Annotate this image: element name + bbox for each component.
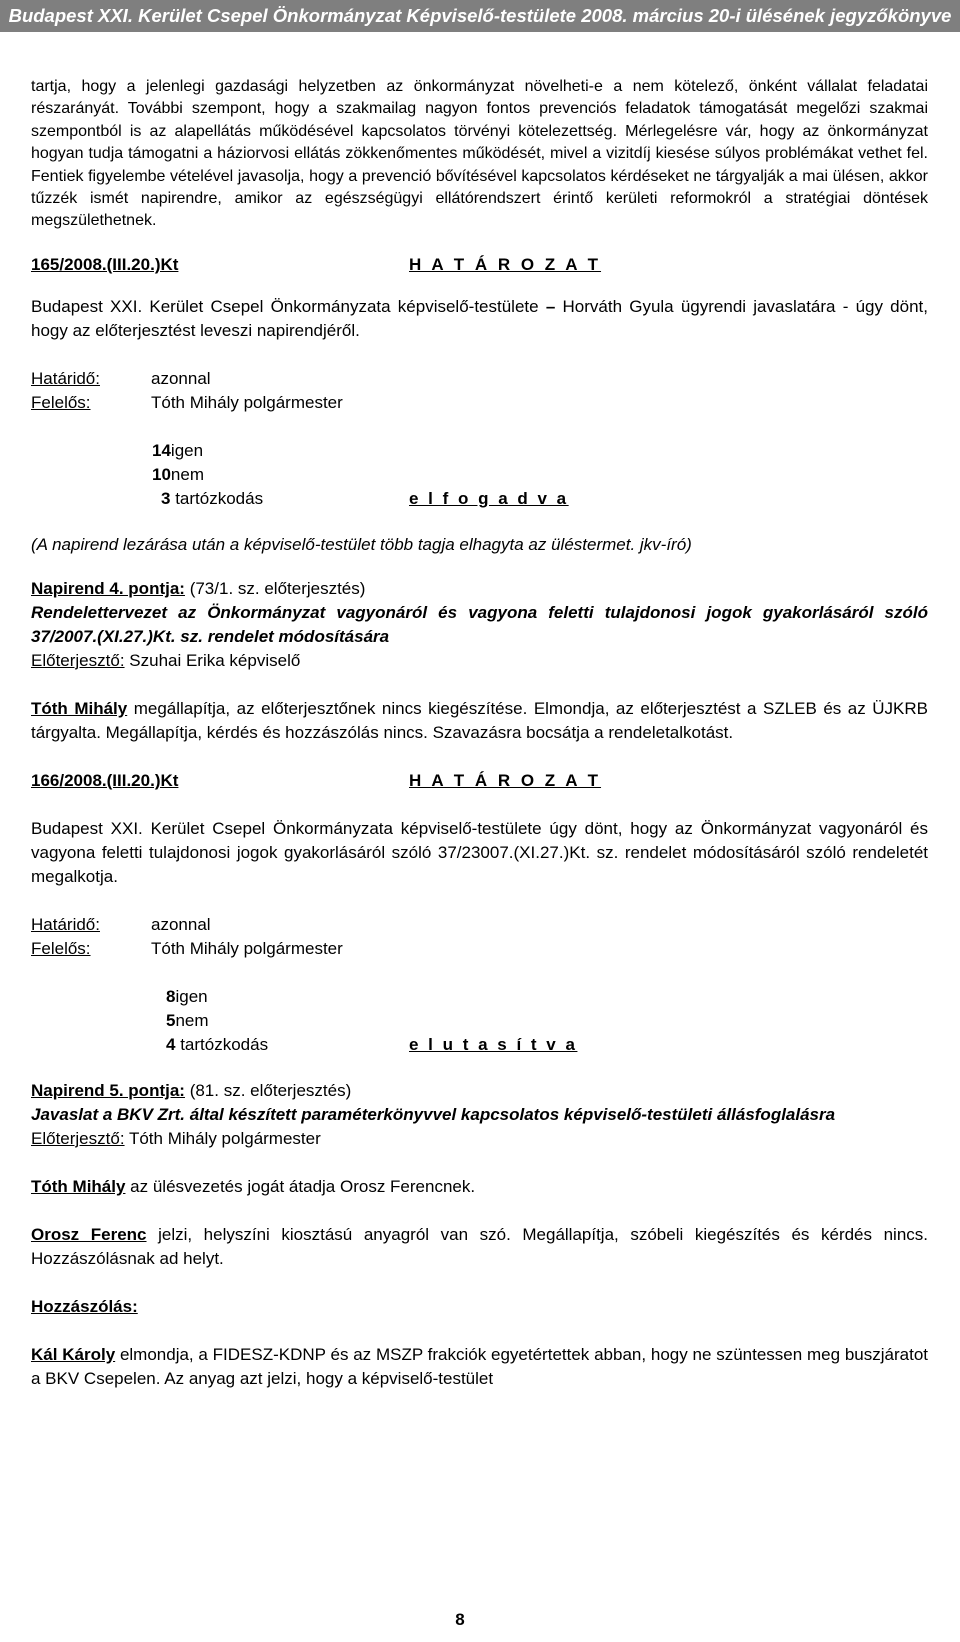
vote-abstain-count: 3 [161, 488, 171, 508]
agenda-4-speech [31, 697, 928, 745]
agenda-4-title: Rendelettervezet az Önkormányzat vagyonáról és vagyona feletti tulajdonosi jogok gyakorlásáról szóló 37/2007.(XI.27.)Kt. sz. rendelet módosítására [31, 602, 928, 646]
clerk-note: (A napirend lezárása után a képviselő-testület több tagja elhagyta az üléstermet. jkv-író) [31, 534, 692, 554]
vote-result: e l u t a s í t v a [409, 1034, 578, 1054]
speaker-name: Tóth Mihály [31, 1176, 126, 1196]
resolution-165-deadline-row [31, 367, 928, 391]
speaker-name: Orosz Ferenc [31, 1224, 147, 1244]
resolution-166-title: H A T Á R O Z A T [409, 770, 602, 790]
speech-text: megállapítja, az előterjesztőnek nincs kiegészítése. Elmondja, az előterjesztést a SZLEB és az ÜJKRB tárgyalta. Megállapítja, kérdés és hozzászólás nincs. Szavazásra bocsátja a rendeletalkotást. [31, 698, 928, 742]
vote-yes [31, 985, 928, 1009]
vote-no-label: nem [170, 464, 204, 484]
responsible-label: Felelős: [31, 392, 91, 412]
vote-yes [31, 439, 928, 463]
deadline-label: Határidő: [31, 914, 100, 934]
comments-label: Hozzászólás: [31, 1296, 138, 1316]
speaker-name: Tóth Mihály [31, 698, 128, 718]
resolution-165-text [31, 295, 928, 343]
presenter-label: Előterjesztő: [31, 1128, 125, 1148]
agenda-4-ref: (73/1. sz. előterjesztés) [184, 578, 366, 598]
agenda-5-title: Javaslat a BKV Zrt. által készített paraméterkönyvvel kapcsolatos képviselő-testületi állásfoglalásra [31, 1104, 836, 1124]
vote-yes-count: 14 [152, 440, 171, 460]
resolution-165-votes [31, 439, 928, 511]
agenda-4-presenter [31, 649, 928, 673]
speaker-name: Kál Károly [31, 1344, 116, 1364]
intro-text: tartja, hogy a jelenlegi gazdasági helyzetben az önkormányzat növelheti-e a nem kötelező, önként vállalat feladatai részarányát. További szempont, hogy a szakmailag nagyon fontos prevenciós feladatok támogatását megelőzi szakmai szempontból is az alapellátás működésével kapcsolatos törvényi kötelezettség. Mérlegelésre vár, hogy az önkormányzat hogyan tudja támogatni a háziorvosi ellátás zökkenőmentes működését, mivel a vizitdíj kiesése súlyos problémákat vethet fel. Fentiek figyelembe vételével javasolja, hogy a prevenció bővítésével kapcsolatos kérdéseket ne tárgyalják a mai ülésen, akkor tűzzék ismét napirendre, amikor az egészségügyi ellátórendszert érintő kerületi reformokról a stratégiai döntések megszülethetnek. [31, 78, 928, 230]
agenda-4-heading [31, 577, 928, 601]
header-band [0, 0, 960, 32]
resolution-166-votes [31, 985, 928, 1057]
resolution-166-heading [31, 769, 928, 793]
resolution-166-meta [31, 913, 928, 961]
agenda-5-ref: (81. sz. előterjesztés) [184, 1080, 352, 1100]
agenda-5-speech-2 [31, 1223, 928, 1271]
vote-yes-count: 8 [166, 986, 176, 1006]
deadline-value: azonnal [151, 914, 211, 934]
agenda-5-label: Napirend 5. pontja: [31, 1080, 185, 1100]
intro-paragraph [31, 76, 928, 233]
agenda-5-presenter [31, 1127, 928, 1151]
vote-abstain-label: tartózkodás [175, 1034, 269, 1054]
vote-no-count: 10 [152, 464, 171, 484]
vote-abstain [31, 1033, 928, 1057]
agenda-4-label: Napirend 4. pontja: [31, 578, 185, 598]
document-body [31, 76, 928, 1391]
speech-text: az ülésvezetés jogát átadja Orosz Ferencnek. [125, 1176, 476, 1196]
deadline-label: Határidő: [31, 368, 100, 388]
resolution-165-title: H A T Á R O Z A T [409, 254, 602, 274]
document-header-title: Budapest XXI. Kerület Csepel Önkormányzat Képviselő-testülete 2008. március 20-i ülésének jegyzőkönyve [8, 5, 952, 26]
vote-no-label: nem [175, 1010, 209, 1030]
vote-abstain-count: 4 [166, 1034, 176, 1054]
resolution-165-responsible-row [31, 391, 928, 415]
resolution-166-deadline-row [31, 913, 928, 937]
agenda-5-speech-1 [31, 1175, 928, 1199]
resolution-165-dash: – [545, 296, 556, 316]
responsible-label: Felelős: [31, 938, 91, 958]
vote-abstain-group [166, 1033, 409, 1057]
responsible-value: Tóth Mihály polgármester [151, 392, 343, 412]
resolution-166-text: Budapest XXI. Kerület Csepel Önkormányzata képviselő-testülete úgy dönt, hogy az Önkormányzat vagyonáról és vagyona feletti tulajdonosi jogok gyakorlásáról szóló 37/23007.(XI.27.)Kt. sz. rendelet módosításáról szóló rendeletét megalkotja. [31, 818, 928, 886]
vote-result: e l f o g a d v a [409, 488, 569, 508]
deadline-value: azonnal [151, 368, 211, 388]
speech-text: jelzi, helyszíni kiosztású anyagról van szó. Megállapítja, szóbeli kiegészítés és kérdés nincs. Hozzászólásnak ad helyt. [31, 1224, 928, 1268]
vote-no [31, 463, 928, 487]
vote-abstain [31, 487, 928, 511]
agenda-5-speech-3 [31, 1343, 928, 1391]
vote-yes-label: igen [175, 986, 208, 1006]
vote-no-count: 5 [166, 1010, 176, 1030]
responsible-value: Tóth Mihály polgármester [151, 938, 343, 958]
resolution-166-responsible-row [31, 937, 928, 961]
resolution-165-meta [31, 367, 928, 415]
resolution-165-text-b: Horváth Gyula ügyrendi javaslatára - úgy dönt, hogy az előterjesztést leveszi napirendjéről. [31, 296, 928, 340]
presenter-label: Előterjesztő: [31, 650, 125, 670]
resolution-165-heading [31, 253, 928, 277]
vote-abstain-group [161, 487, 409, 511]
vote-no [31, 1009, 928, 1033]
resolution-166-number: 166/2008.(III.20.)Kt [31, 770, 179, 790]
agenda-5-heading [31, 1079, 928, 1103]
resolution-165-text-a: Budapest XXI. Kerület Csepel Önkormányzata képviselő-testülete [31, 296, 546, 316]
vote-abstain-label: tartózkodás [170, 488, 264, 508]
resolution-165-number: 165/2008.(III.20.)Kt [31, 254, 179, 274]
speech-text: elmondja, a FIDESZ-KDNP és az MSZP frakciók egyetértettek abban, hogy ne szüntessen meg buszjáratot a BKV Csepelen. Az anyag azt jelzi, hogy a képviselő-testület [31, 1344, 928, 1388]
presenter-value: Szuhai Erika képviselő [124, 650, 301, 670]
presenter-value: Tóth Mihály polgármester [124, 1128, 321, 1148]
vote-yes-label: igen [170, 440, 204, 460]
page-number: 8 [455, 1610, 465, 1629]
